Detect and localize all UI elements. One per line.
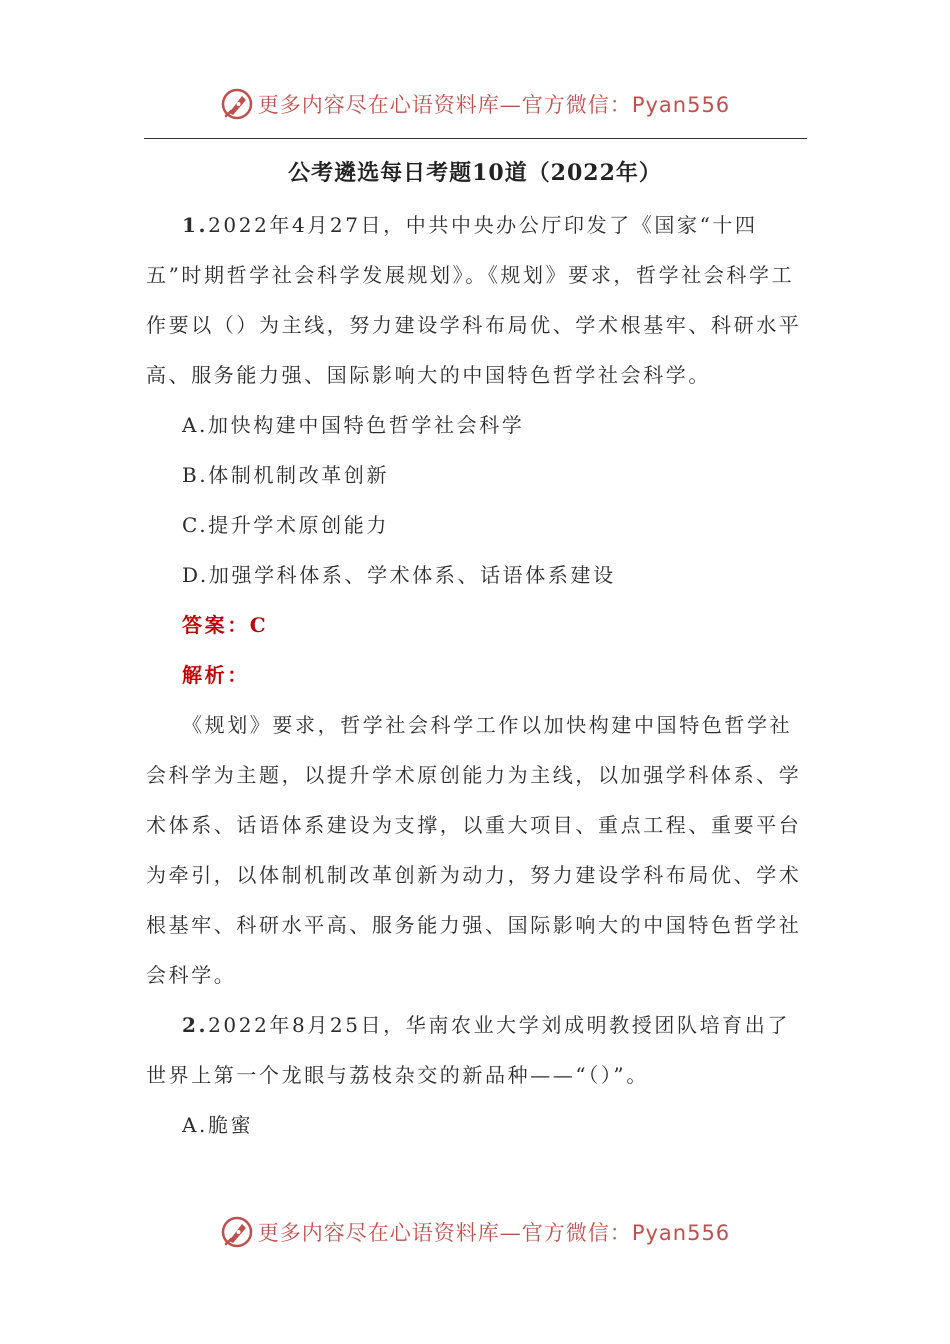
banner-text: 更多内容尽在心语资料库—官方微信：Pyan556 (257, 1221, 731, 1245)
question-2-option-a: A.脆蜜 (182, 1113, 254, 1137)
question-2 (146, 1000, 810, 1100)
question-1-stem: 2022年4月27日，中共中央办公厅印发了《国家“十四五”时期哲学社会科学发展规划》。《规划》要求，哲学社会科学工作要以（）为主线，努力建设学科布局优、学术根基牢、科研水平高、服务能力强、国际影响大的中国特色哲学社会科学。 (146, 213, 802, 387)
document-body (146, 200, 810, 1150)
pen-nib-logo-icon (220, 1215, 254, 1249)
question-1-answer: 答案：C (182, 613, 269, 637)
question-2-stem: 2022年8月25日，华南农业大学刘成明教授团队培育出了世界上第一个龙眼与荔枝杂交的新品种——“（）”。 (146, 1013, 790, 1087)
question-1-option-c: C.提升学术原创能力 (182, 513, 389, 537)
question-1-option-d: D.加强学科体系、学术体系、话语体系建设 (182, 563, 616, 587)
header-divider (144, 138, 807, 139)
header-banner (0, 84, 950, 124)
pen-nib-logo-icon (220, 87, 254, 121)
question-1-option-a: A.加快构建中国特色哲学社会科学 (182, 413, 525, 437)
question-1-number: 1. (182, 213, 209, 237)
footer-banner (0, 1212, 950, 1252)
question-2-number: 2. (182, 1013, 209, 1037)
document-title: 公考遴选每日考题10道（2022年） (288, 160, 662, 186)
question-1-analysis-label: 解析： (182, 663, 250, 687)
question-1-analysis: 《规划》要求，哲学社会科学工作以加快构建中国特色哲学社会科学为主题，以提升学术原创能力为主线，以加强学科体系、学术体系、话语体系建设为支撑，以重大项目、重点工程、重要平台为牵引，以体制机制改革创新为动力，努力建设学科布局优、学术根基牢、科研水平高、服务能力强、国际影响大的中国特色哲学社会科学。 (146, 713, 802, 987)
question-1-option-b: B.体制机制改革创新 (182, 463, 390, 487)
question-1 (146, 200, 810, 400)
wechat-id: Pyan556 (631, 93, 731, 117)
wechat-id: Pyan556 (631, 1221, 731, 1245)
banner-text: 更多内容尽在心语资料库—官方微信：Pyan556 (257, 93, 731, 117)
